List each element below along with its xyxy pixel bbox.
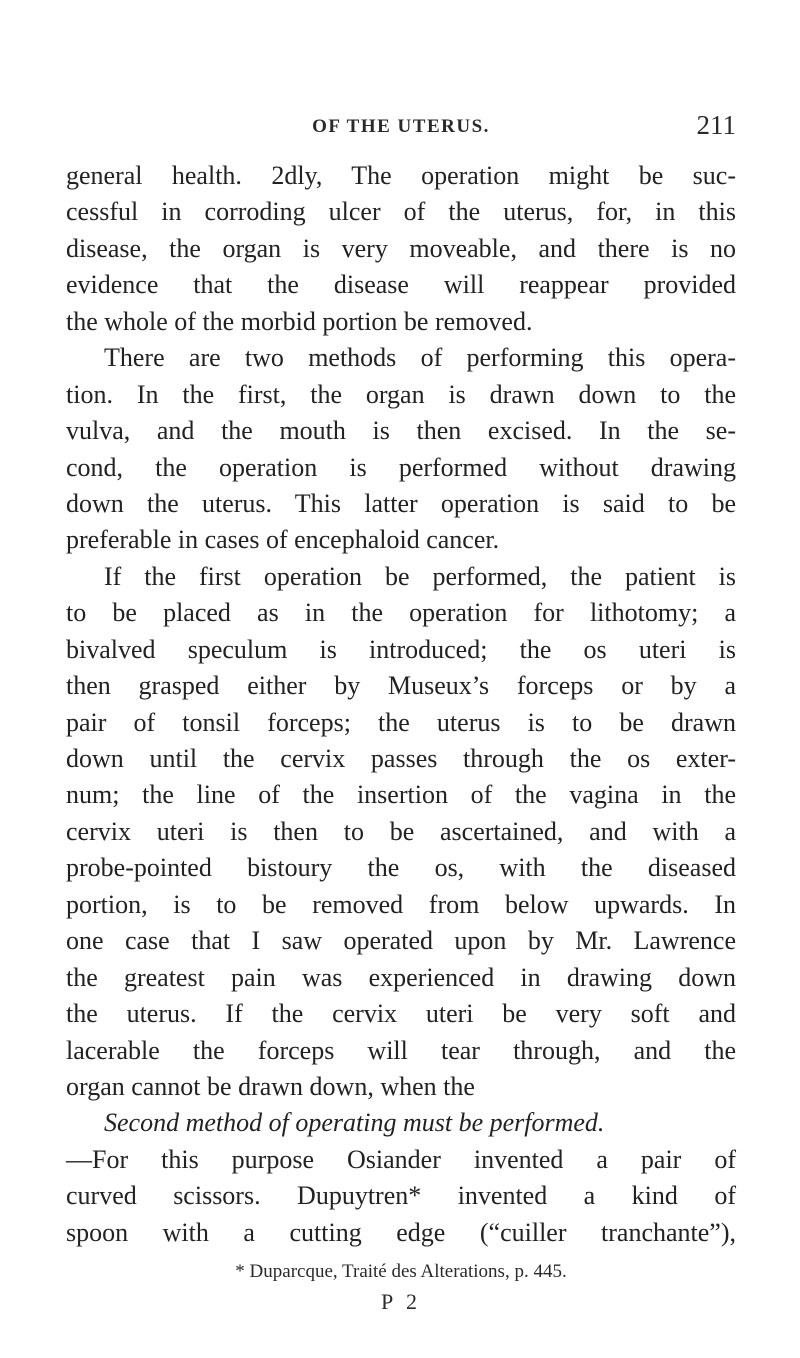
text-line: num; the line of the insertion of the vagina in the <box>66 780 736 810</box>
page-number: 211 <box>696 110 736 140</box>
text-line: probe-pointed bistoury the os, with the diseased <box>66 853 736 883</box>
section-heading-line <box>66 1105 736 1141</box>
text-line: evidence that the disease will reappear provided <box>66 270 736 300</box>
text-line: general health. 2dly, The operation might be suc- <box>66 161 736 190</box>
footnote: * Duparcque, Traité des Alterations, p. 445. <box>235 1261 567 1282</box>
text-line: down until the cervix passes through the os exter- <box>66 744 736 773</box>
text-line: then grasped either by Museux’s forceps or by a <box>66 671 736 701</box>
running-title: OF THE UTERUS. <box>312 116 490 137</box>
text-line: the uterus. If the cervix uteri be very soft and <box>66 999 736 1029</box>
text-line: bivalved speculum is introduced; the os uteri is <box>66 634 736 664</box>
text-line: cervix uteri is then to be ascertained, and with a <box>66 816 736 846</box>
text-line: There are two methods of performing this opera- <box>104 343 736 373</box>
text-line: cond, the operation is performed without drawing <box>66 452 736 482</box>
text-line: down the uterus. This latter operation is said to be <box>66 488 736 518</box>
text-line: organ cannot be drawn down, when the <box>66 1071 475 1101</box>
text-line: tion. In the first, the organ is drawn down to the <box>66 379 736 409</box>
running-head <box>66 110 736 150</box>
text-line: preferable in cases of encephaloid cancer. <box>66 525 500 555</box>
text-line: the whole of the morbid portion be removed. <box>66 306 533 336</box>
text-line: one case that I saw operated upon by Mr. Lawrence <box>66 926 736 956</box>
text-line: the greatest pain was experienced in drawing down <box>66 962 736 992</box>
text-line: vulva, and the mouth is then excised. In the se- <box>66 416 736 446</box>
text-line: —For this purpose Osiander invented a pair of <box>66 1144 736 1174</box>
text-line: lacerable the forceps will tear through, and the <box>66 1035 736 1065</box>
text-line: to be placed as in the operation for lithotomy; a <box>66 598 736 628</box>
signature-mark: P 2 <box>381 1289 421 1314</box>
italic-heading: Second method of operating must be performed. <box>104 1108 605 1138</box>
text-line: pair of tonsil forceps; the uterus is to be drawn <box>66 707 736 737</box>
text-line: disease, the organ is very moveable, and there is no <box>66 233 736 263</box>
text-line: cessful in corroding ulcer of the uterus, for, in this <box>66 197 736 227</box>
text-line: curved scissors. Dupuytren* invented a kind of <box>66 1181 736 1211</box>
body-text <box>66 158 736 1251</box>
text-line: If the first operation be performed, the patient is <box>104 561 736 591</box>
text-line: spoon with a cutting edge (“cuiller tranchante”), <box>66 1217 736 1247</box>
text-line: portion, is to be removed from below upwards. In <box>66 889 736 919</box>
